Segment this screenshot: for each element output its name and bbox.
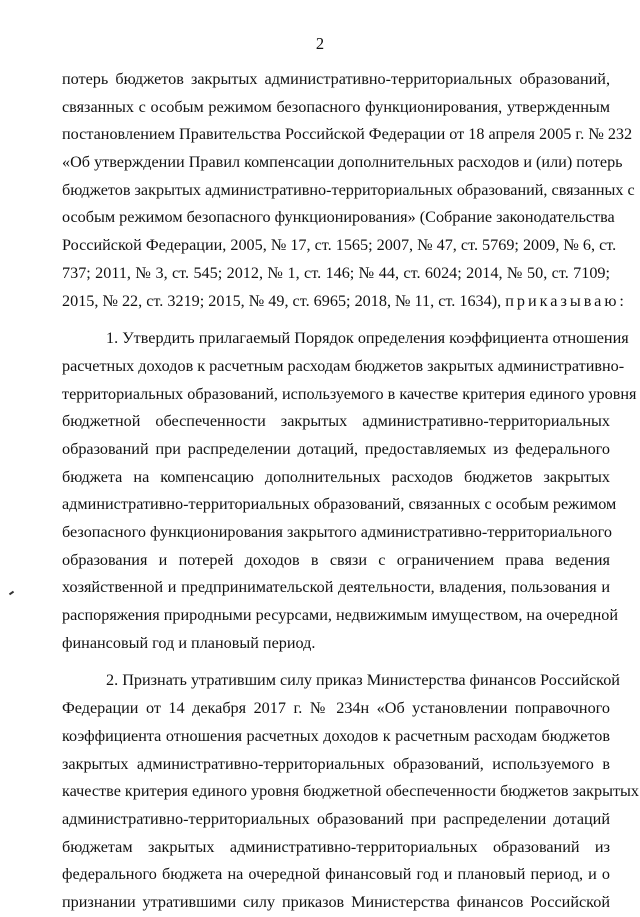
paragraph-item-2 xyxy=(62,667,640,916)
text-line: постановлением Правительства Российской Федерации от 18 апреля 2005 г. № 232 xyxy=(62,125,633,144)
text-line: закрытых административно-территориальных образований, используемого в xyxy=(62,754,610,773)
text-line: Российской Федерации, 2005, № 17, ст. 1565; 2007, № 47, ст. 5769; 2009, № 6, ст. xyxy=(62,236,617,255)
text-line: территориальных образований, используемого в качестве критерия единого уровня xyxy=(62,384,637,403)
text-line: административно-территориальных образований, связанных с особым режимом xyxy=(62,495,617,514)
text-line: бюджетной обеспеченности закрытых административно-территориальных xyxy=(62,412,610,431)
paragraph-preamble xyxy=(62,66,635,315)
text-line: коэффициента отношения расчетных доходов к расчетным расходам бюджетов xyxy=(62,726,610,745)
text-line: распоряжения природными ресурсами, недвижимым имуществом, на очередной xyxy=(62,606,619,625)
scan-mark xyxy=(9,591,14,596)
text-line: 1. Утвердить прилагаемый Порядок определения коэффициента отношения xyxy=(106,329,629,348)
text-line: безопасного функционирования закрытого административно-территориального xyxy=(62,523,612,541)
text-line: связанных с особым режимом безопасного функционирования, утвержденным xyxy=(62,97,610,116)
text-line: признании утратившими силу приказов Министерства финансов Российской xyxy=(62,892,610,911)
text-line: Федерации от 14 декабря 2017 г. № 234н «Об установлении поправочного xyxy=(62,699,610,718)
page-number: 2 xyxy=(315,34,325,53)
text-line: «Об утверждении Правил компенсации дополнительных расходов и (или) потерь xyxy=(62,153,623,172)
text-line: бюджетам закрытых административно-территориальных образований из xyxy=(62,837,610,856)
text-line: потерь бюджетов закрытых административно-территориальных образований, xyxy=(62,70,610,88)
text-line: бюджетов закрытых административно-территориальных образований, связанных с xyxy=(62,180,635,199)
text-line-prefix: 2015, № 22, ст. 3219; 2015, № 49, ст. 6965; 2018, № 11, ст. 1634), xyxy=(62,291,502,310)
document-body xyxy=(62,66,640,917)
text-line: образований при распределении дотаций, предоставляемых из федерального xyxy=(62,439,610,458)
text-line: финансовый год и плановый период. xyxy=(62,633,316,652)
text-line: бюджета на компенсацию дополнительных расходов бюджетов закрытых xyxy=(62,467,610,486)
text-line xyxy=(62,288,627,316)
text-line: качестве критерия единого уровня бюджетной обеспеченности бюджетов закрытых xyxy=(62,782,640,801)
text-line: 737; 2011, № 3, ст. 545; 2012, № 1, ст. 146; № 44, ст. 6024; 2014, № 50, ст. 7109; xyxy=(62,263,610,282)
order-word: приказываю: xyxy=(505,291,627,310)
text-line: хозяйственной и предпринимательской деятельности, владения, пользования и xyxy=(62,578,610,597)
text-line: образования и потерей доходов в связи с ограничением права ведения xyxy=(62,550,610,569)
paragraph-item-1 xyxy=(62,325,637,657)
text-line: 2. Признать утратившим силу приказ Министерства финансов Российской xyxy=(106,671,620,690)
text-line: административно-территориальных образований при распределении дотаций xyxy=(62,809,610,828)
text-line: расчетных доходов к расчетным расходам бюджетов закрытых административно- xyxy=(62,356,625,375)
text-line: особым режимом безопасного функционирования» (Собрание законодательства xyxy=(62,208,615,227)
text-line: федерального бюджета на очередной финансовый год и плановый период, и о xyxy=(62,865,610,884)
